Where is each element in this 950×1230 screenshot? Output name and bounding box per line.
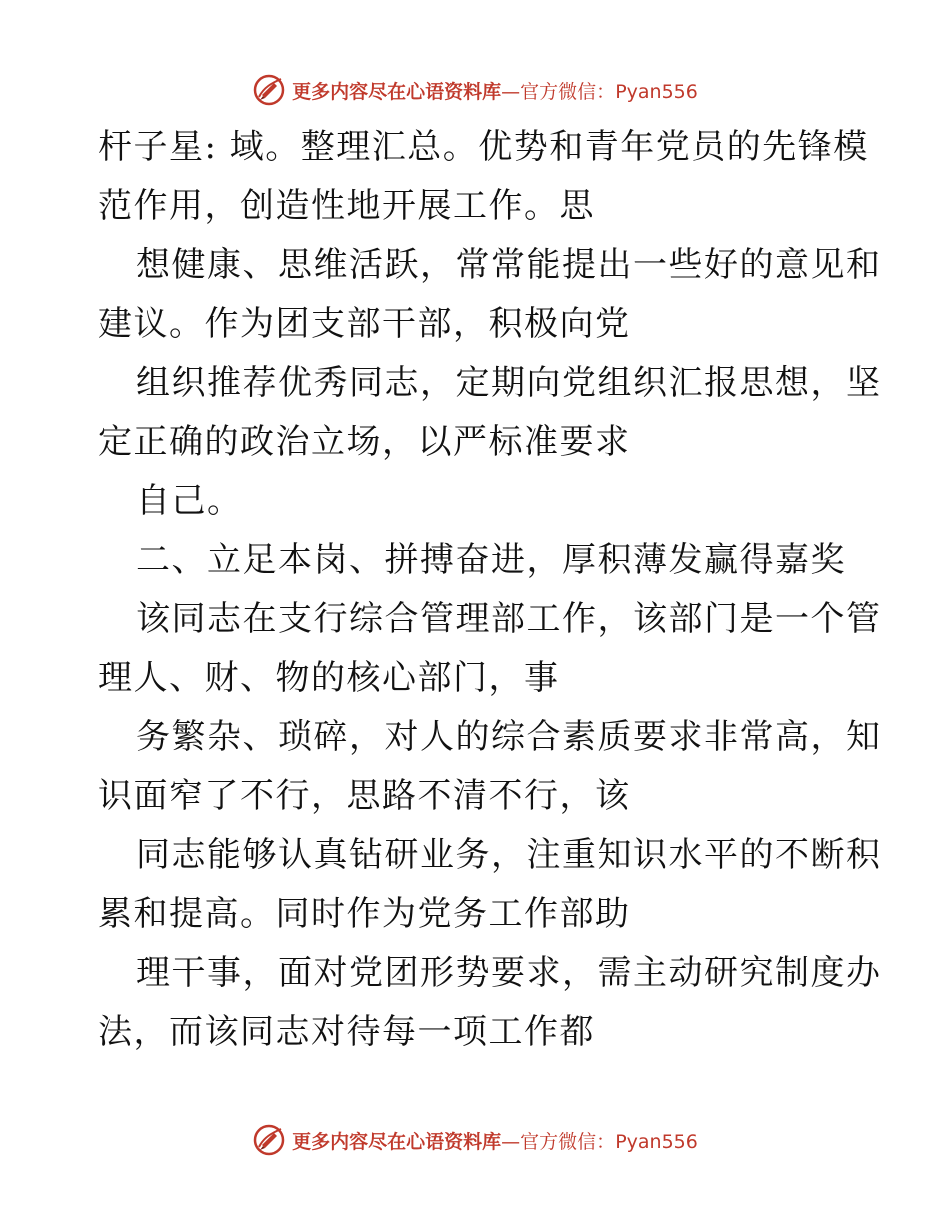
pen-logo-icon <box>252 73 286 107</box>
body-line: 理干事，面对党团形势要求，需主动研究制度办 <box>136 953 882 993</box>
footer-banner-wechat-id: Pyan556 <box>615 1130 698 1153</box>
body-line: 想健康、思维活跃，常常能提出一些好的意见和 <box>136 245 882 285</box>
footer-banner-title: 更多内容尽在心语资料库 <box>292 1130 502 1153</box>
body-line: 建议。作为团支部干部，积极向党 <box>98 304 631 344</box>
header-banner-wechat-id: Pyan556 <box>615 80 698 103</box>
header-banner-separator: — <box>501 80 521 103</box>
body-line: 定正确的政治立场，以严标准要求 <box>98 422 631 462</box>
body-line: 识面窄了不行，思路不清不行，该 <box>98 776 631 816</box>
document-body <box>98 118 882 1062</box>
body-line: 法，而该同志对待每一项工作都 <box>98 1012 595 1052</box>
body-line: 自己。 <box>136 481 243 521</box>
footer-banner-separator: — <box>501 1130 521 1153</box>
body-line: 范作用，创造性地开展工作。思 <box>98 186 595 226</box>
body-line: 务繁杂、琐碎，对人的综合素质要求非常高，知 <box>136 717 882 757</box>
footer-banner-text <box>292 1127 698 1154</box>
body-line: 杆子星: 域。整理汇总。优势和青年党员的先锋模 <box>98 127 869 167</box>
section-heading: 二、立足本岗、拼搏奋进，厚积薄发赢得嘉奖 <box>136 540 846 580</box>
body-line: 组织推荐优秀同志，定期向党组织汇报思想，坚 <box>136 363 882 403</box>
body-line: 同志能够认真钻研业务，注重知识水平的不断积 <box>136 835 882 875</box>
header-banner-text <box>292 77 698 104</box>
pen-logo-icon <box>252 1123 286 1157</box>
body-line: 该同志在支行综合管理部工作，该部门是一个管 <box>136 599 882 639</box>
header-banner-title: 更多内容尽在心语资料库 <box>292 80 502 103</box>
footer-banner <box>0 1120 950 1160</box>
footer-banner-label: 官方微信： <box>520 1130 616 1153</box>
header-banner <box>0 70 950 110</box>
body-line: 累和提高。同时作为党务工作部助 <box>98 894 631 934</box>
header-banner-label: 官方微信： <box>520 80 616 103</box>
body-line: 理人、财、物的核心部门，事 <box>98 658 560 698</box>
